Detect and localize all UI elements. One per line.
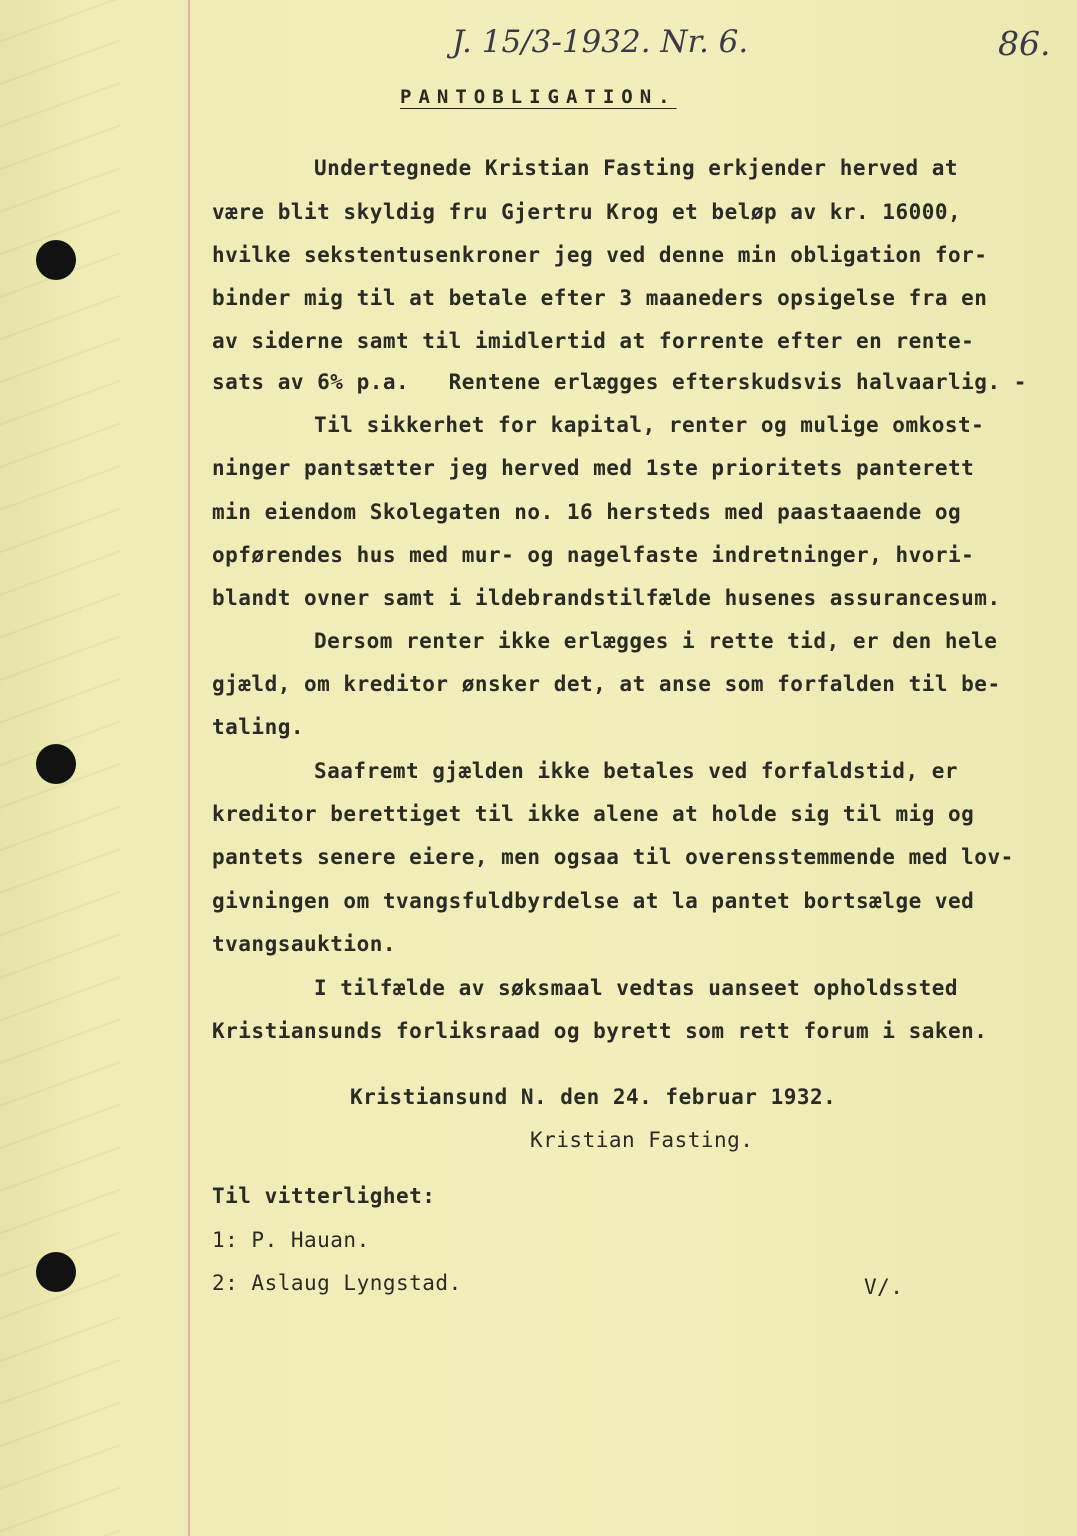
punch-hole-bottom xyxy=(36,1252,76,1292)
body-line-3: hvilke sekstentusenkroner jeg ved denne min obligation for- xyxy=(212,243,988,267)
body-line-14: taling. xyxy=(212,715,305,739)
punch-hole-middle xyxy=(36,744,76,784)
body-line-7: Til sikkerhet for kapital, renter og mulige omkost- xyxy=(314,413,985,437)
body-line-9: min eiendom Skolegaten no. 16 hersteds med paastaaende og xyxy=(212,500,962,524)
punch-hole-top xyxy=(36,240,76,280)
body-line-12: Dersom renter ikke erlægges i rette tid, er den hele xyxy=(314,629,998,653)
body-line-20: I tilfælde av søksmaal vedtas uanseet opholdssted xyxy=(314,976,959,1000)
body-line-16: kreditor berettiget til ikke alene at holde sig til mig og xyxy=(212,802,975,826)
body-line-8: ninger pantsætter jeg herved med 1ste prioritets panterett xyxy=(212,456,975,480)
signature: Kristian Fasting. xyxy=(530,1128,754,1152)
body-line-4: binder mig til at betale efter 3 maaneders opsigelse fra en xyxy=(212,286,988,310)
witness-1: 1: P. Hauan. xyxy=(212,1228,370,1252)
page-number: 86. xyxy=(998,24,1051,63)
registration-reference: J. 15/3-1932. Nr. 6. xyxy=(452,24,749,60)
document-title: PANTOBLIGATION. xyxy=(400,86,677,108)
place-and-date: Kristiansund N. den 24. februar 1932. xyxy=(350,1085,837,1109)
body-line-11: blandt ovner samt i ildebrandstilfælde husenes assurancesum. xyxy=(212,586,1001,610)
body-line-2: være blit skyldig fru Gjertru Krog et beløp av kr. 16000, xyxy=(212,200,962,224)
body-line-18: givningen om tvangsfuldbyrdelse at la pantet bortsælge ved xyxy=(212,889,975,913)
body-line-5: av siderne samt til imidlertid at forrente efter en rente- xyxy=(212,329,975,353)
margin-rule xyxy=(188,0,190,1536)
body-line-19: tvangsauktion. xyxy=(212,932,397,956)
witness-2: 2: Aslaug Lyngstad. xyxy=(212,1271,462,1295)
body-line-15: Saafremt gjælden ikke betales ved forfaldstid, er xyxy=(314,759,959,783)
body-line-10: opførendes hus med mur- og nagelfaste indretninger, hvori- xyxy=(212,543,975,567)
registration-mark: V/. xyxy=(864,1275,904,1299)
body-line-13: gjæld, om kreditor ønsker det, at anse som forfalden til be- xyxy=(212,672,1001,696)
witness-heading: Til vitterlighet: xyxy=(212,1184,436,1208)
body-line-1: Undertegnede Kristian Fasting erkjender herved at xyxy=(314,156,959,180)
body-line-6: sats av 6% p.a. Rentene erlægges efterskudsvis halvaarlig. - xyxy=(212,370,1027,394)
body-line-21: Kristiansunds forliksraad og byrett som rett forum i saken. xyxy=(212,1019,988,1043)
body-line-17: pantets senere eiere, men ogsaa til overensstemmende med lov- xyxy=(212,845,1014,869)
